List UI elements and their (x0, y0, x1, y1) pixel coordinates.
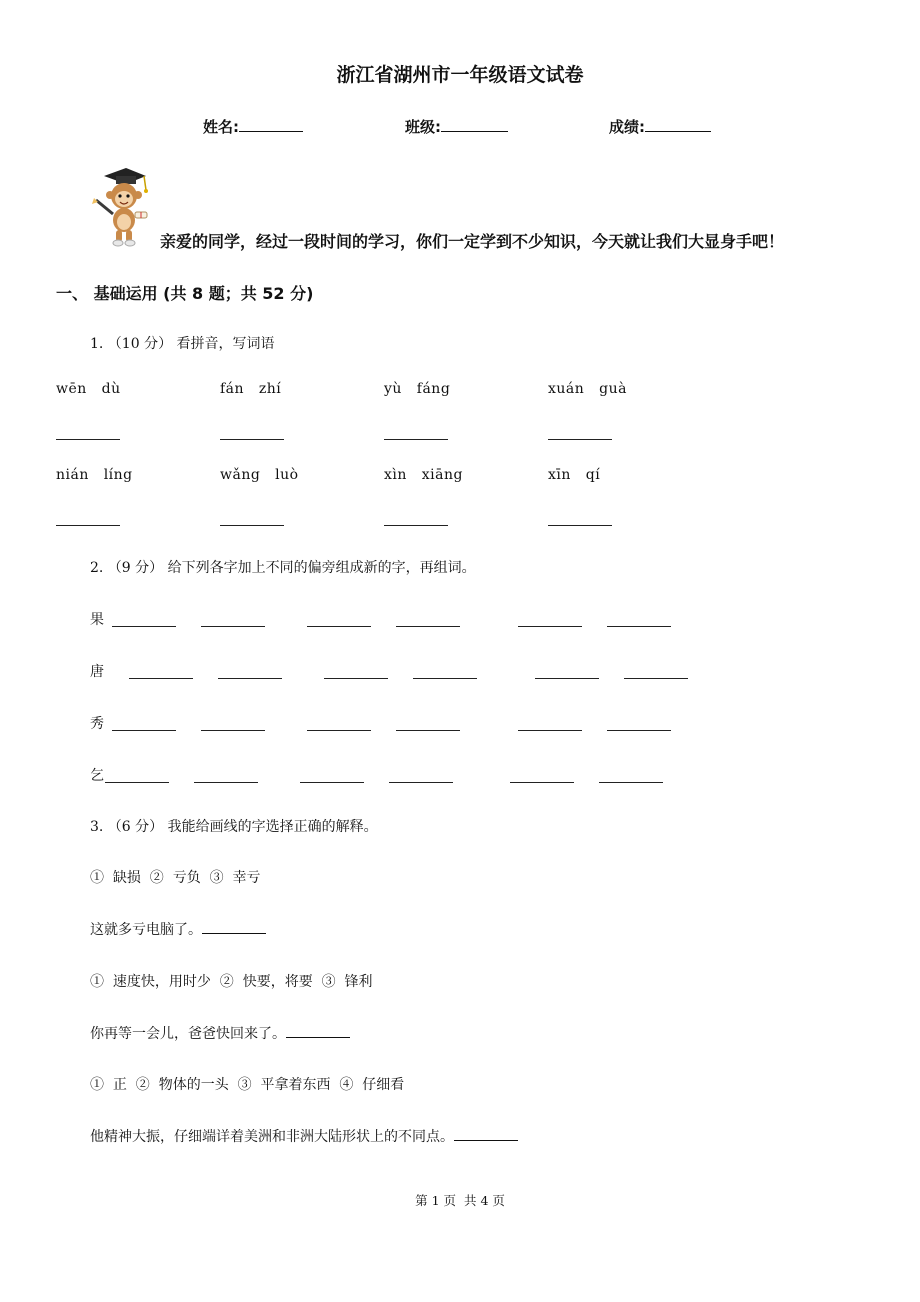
graduate-monkey-illustration (86, 164, 156, 248)
base-character: 果 (90, 612, 104, 628)
question-3-prompt: 3. （6 分） 我能给画线的字选择正确的解释。 (90, 819, 378, 835)
answer-blank[interactable] (518, 730, 582, 731)
sentence-text: 这就多亏电脑了。 (90, 922, 202, 938)
pinyin-item: xīn qí (548, 467, 601, 483)
answer-blank[interactable] (413, 678, 477, 679)
answer-blank[interactable] (535, 678, 599, 679)
answer-blank[interactable] (396, 626, 460, 627)
answer-blank[interactable] (607, 730, 671, 731)
option-list: ① 速度快，用时少 ② 快要，将要 ③ 锋利 (90, 974, 373, 990)
answer-blank[interactable] (307, 730, 371, 731)
option-list: ① 缺损 ② 亏负 ③ 幸亏 (90, 870, 261, 886)
answer-blank[interactable] (220, 439, 284, 440)
answer-blank[interactable] (218, 678, 282, 679)
question-2-prompt: 2. （9 分） 给下列各字加上不同的偏旁组成新的字，再组词。 (90, 560, 476, 576)
answer-blank[interactable] (599, 782, 663, 783)
answer-blank[interactable] (607, 626, 671, 627)
pinyin-item: wēn dù (56, 381, 121, 397)
page-footer: 第 1 页 共 4 页 (415, 1193, 505, 1208)
class-blank[interactable] (441, 117, 508, 132)
page-title: 浙江省湖州市一年级语文试卷 (336, 64, 584, 86)
answer-blank[interactable] (624, 678, 688, 679)
answer-blank[interactable] (56, 439, 120, 440)
answer-blank[interactable] (389, 782, 453, 783)
name-blank[interactable] (239, 117, 303, 132)
answer-blank[interactable] (510, 782, 574, 783)
answer-blank[interactable] (201, 730, 265, 731)
answer-blank[interactable] (286, 1023, 350, 1038)
name-label: 姓名: (203, 118, 239, 136)
answer-blank[interactable] (518, 626, 582, 627)
answer-blank[interactable] (300, 782, 364, 783)
option-list: ① 正 ② 物体的一头 ③ 平拿着东西 ④ 仔细看 (90, 1077, 405, 1093)
pinyin-item: xìn xiāng (384, 467, 463, 483)
score-blank[interactable] (645, 117, 711, 132)
pinyin-item: yù fáng (384, 381, 451, 397)
sentence (90, 1023, 350, 1043)
answer-blank[interactable] (384, 439, 448, 440)
name-field[interactable] (203, 116, 303, 137)
answer-blank[interactable] (202, 919, 266, 934)
answer-blank[interactable] (307, 626, 371, 627)
pinyin-item: nián líng (56, 467, 133, 483)
class-label: 班级: (405, 118, 441, 136)
sentence-text: 他精神大振，仔细端详着美洲和非洲大陆形状上的不同点。 (90, 1129, 454, 1145)
answer-blank[interactable] (548, 439, 612, 440)
answer-blank[interactable] (324, 678, 388, 679)
section-heading: 一、 基础运用 (共 8 题；共 52 分) (56, 284, 314, 303)
answer-blank[interactable] (454, 1126, 518, 1141)
greeting-text: 亲爱的同学，经过一段时间的学习，你们一定学到不少知识，今天就让我们大显身手吧！ (160, 232, 785, 251)
sentence (90, 1126, 518, 1146)
answer-blank[interactable] (384, 525, 448, 526)
answer-blank[interactable] (194, 782, 258, 783)
answer-blank[interactable] (105, 782, 169, 783)
base-character: 唐 (90, 664, 104, 680)
answer-blank[interactable] (220, 525, 284, 526)
pinyin-item: wǎng luò (220, 467, 299, 483)
answer-blank[interactable] (396, 730, 460, 731)
pinyin-item: fán zhí (220, 381, 282, 397)
sentence (90, 919, 266, 939)
answer-blank[interactable] (548, 525, 612, 526)
score-field[interactable] (609, 116, 711, 137)
sentence-text: 你再等一会儿，爸爸快回来了。 (90, 1026, 286, 1042)
base-character: 乞 (90, 768, 104, 784)
answer-blank[interactable] (112, 626, 176, 627)
answer-blank[interactable] (129, 678, 193, 679)
answer-blank[interactable] (201, 626, 265, 627)
base-character: 秀 (90, 716, 104, 732)
question-1-prompt: 1. （10 分） 看拼音，写词语 (90, 336, 275, 352)
score-label: 成绩: (609, 118, 645, 136)
pinyin-item: xuán guà (548, 381, 627, 397)
answer-blank[interactable] (56, 525, 120, 526)
answer-blank[interactable] (112, 730, 176, 731)
class-field[interactable] (405, 116, 508, 137)
